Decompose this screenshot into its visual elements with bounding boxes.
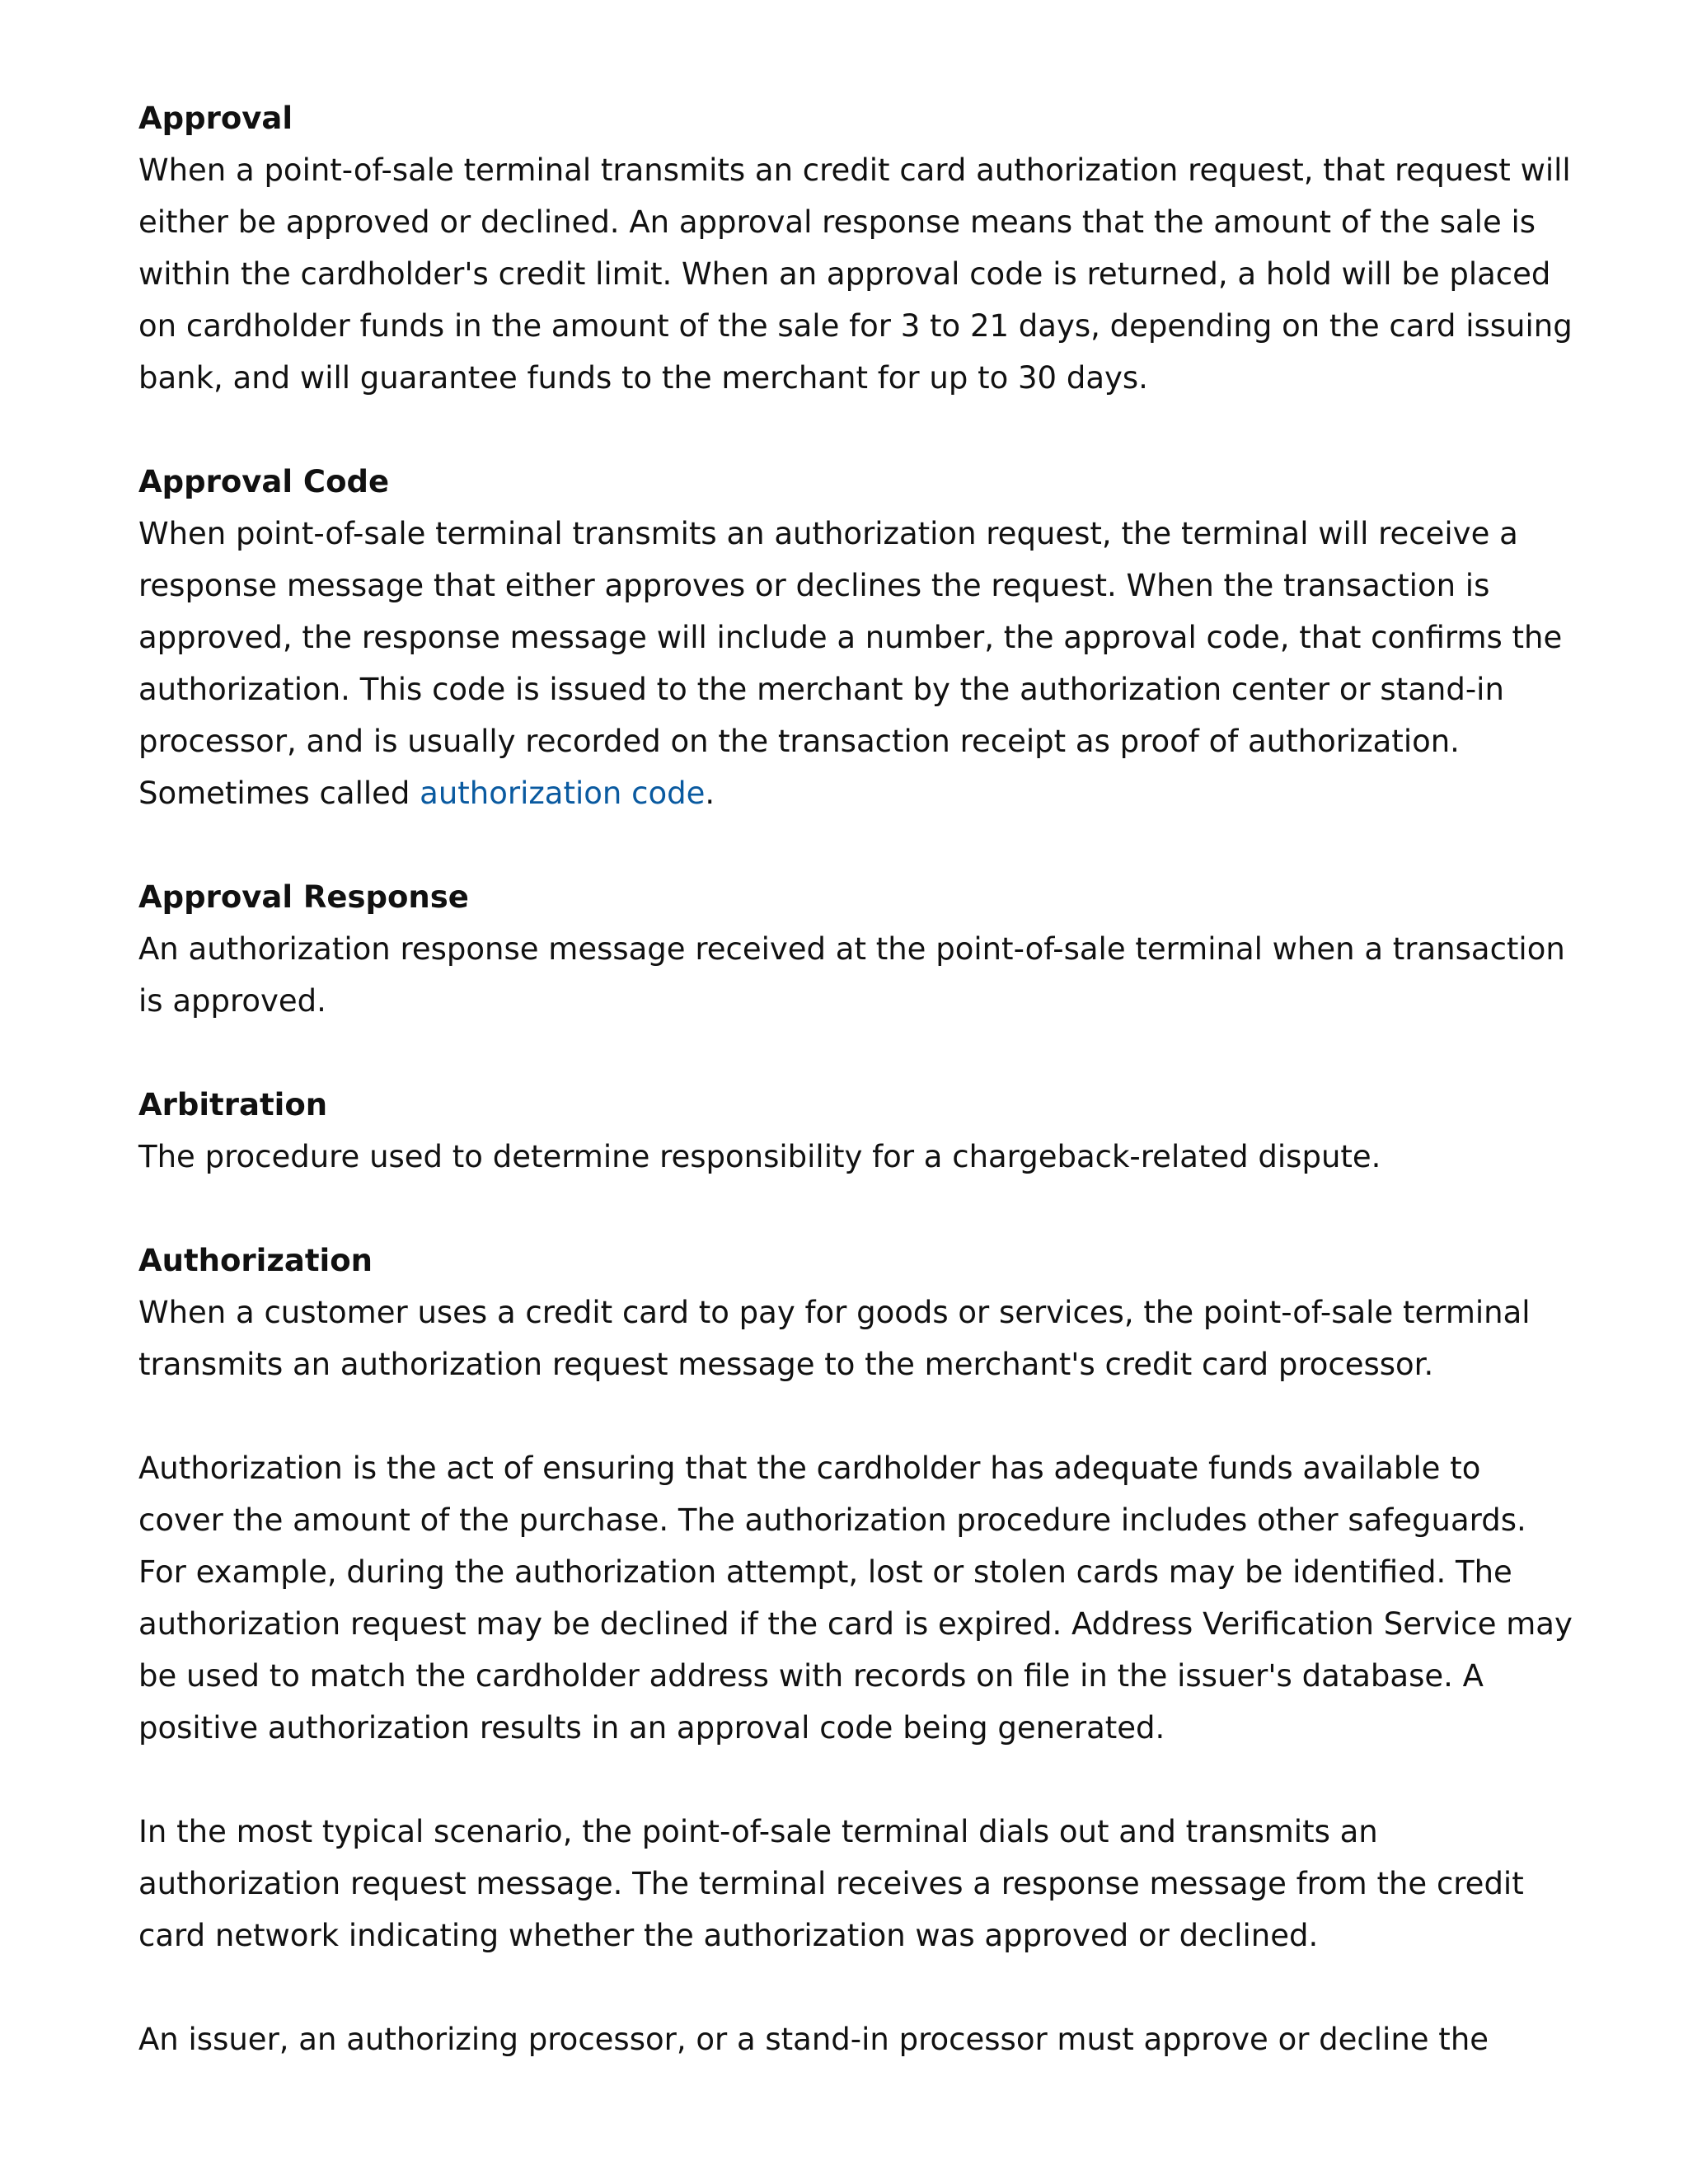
glossary-page: [138, 92, 1573, 2117]
entry-paragraph: [138, 508, 1573, 819]
see-also-prefix: Sometimes called: [138, 776, 420, 811]
entry-paragraph: When a point-of-sale terminal transmits an credit card authorization request, that request will either be approved or declined. An approval response means that the amount of the sale is within the cardholder's credit limit. When an approval code is returned, a hold will be placed on cardholder funds in the amount of the sale for 3 to 21 days, depending on the card issuing bank, and will guarantee funds to the merchant for up to 30 days.: [138, 152, 1573, 396]
entry-title: Authorization: [138, 1243, 373, 1278]
entry-authorization: [138, 1235, 1573, 2065]
entry-paragraph: Authorization is the act of ensuring that the cardholder has adequate funds available to cover the amount of the purchase. The authorization procedure includes other safeguards. For example, during the authorization attempt, lost or stolen cards may be identified. The authorization request may be declined if the card is expired. Address Verification Service may be used to match the cardholder address with records on file in the issuer's database. A positive authorization results in an approval code being generated.: [138, 1451, 1573, 1746]
entry-title: Approval Code: [138, 464, 390, 499]
entry-paragraph: In the most typical scenario, the point-of-sale terminal dials out and transmits an authorization request message. The terminal receives a response message from the credit card network indicating whether the authorization was approved or declined.: [138, 1814, 1524, 1953]
entry-title: Arbitration: [138, 1087, 328, 1122]
entry-arbitration: [138, 1079, 1573, 1183]
authorization-code-link[interactable]: authorization code: [420, 776, 706, 811]
entry-paragraph: An authorization response message received at the point-of-sale terminal when a transaction is approved.: [138, 931, 1565, 1019]
entry-approval-code: [138, 456, 1573, 819]
entry-approval-response: [138, 871, 1573, 1027]
entry-paragraph-text: When point-of-sale terminal transmits an authorization request, the terminal will receive a response message that either approves or declines the request. When the transaction is approved, the response message will include a number, the approval code, that confirms the authorization. This code is issued to the merchant by the authorization center or stand-in processor, and is usually recorded on the transaction receipt as proof of authorization.: [138, 516, 1563, 759]
entry-title: Approval: [138, 101, 293, 136]
entry-title: Approval Response: [138, 879, 469, 915]
entry-paragraph: When a customer uses a credit card to pay for goods or services, the point-of-sale terminal transmits an authorization request message to the merchant's credit card processor.: [138, 1295, 1531, 1382]
entry-paragraph: An issuer, an authorizing processor, or a stand-in processor must approve or decline the: [138, 2022, 1489, 2057]
entry-paragraph: The procedure used to determine responsibility for a chargeback-related dispute.: [138, 1139, 1381, 1174]
see-also-suffix: .: [705, 776, 715, 811]
entry-approval: [138, 92, 1573, 404]
